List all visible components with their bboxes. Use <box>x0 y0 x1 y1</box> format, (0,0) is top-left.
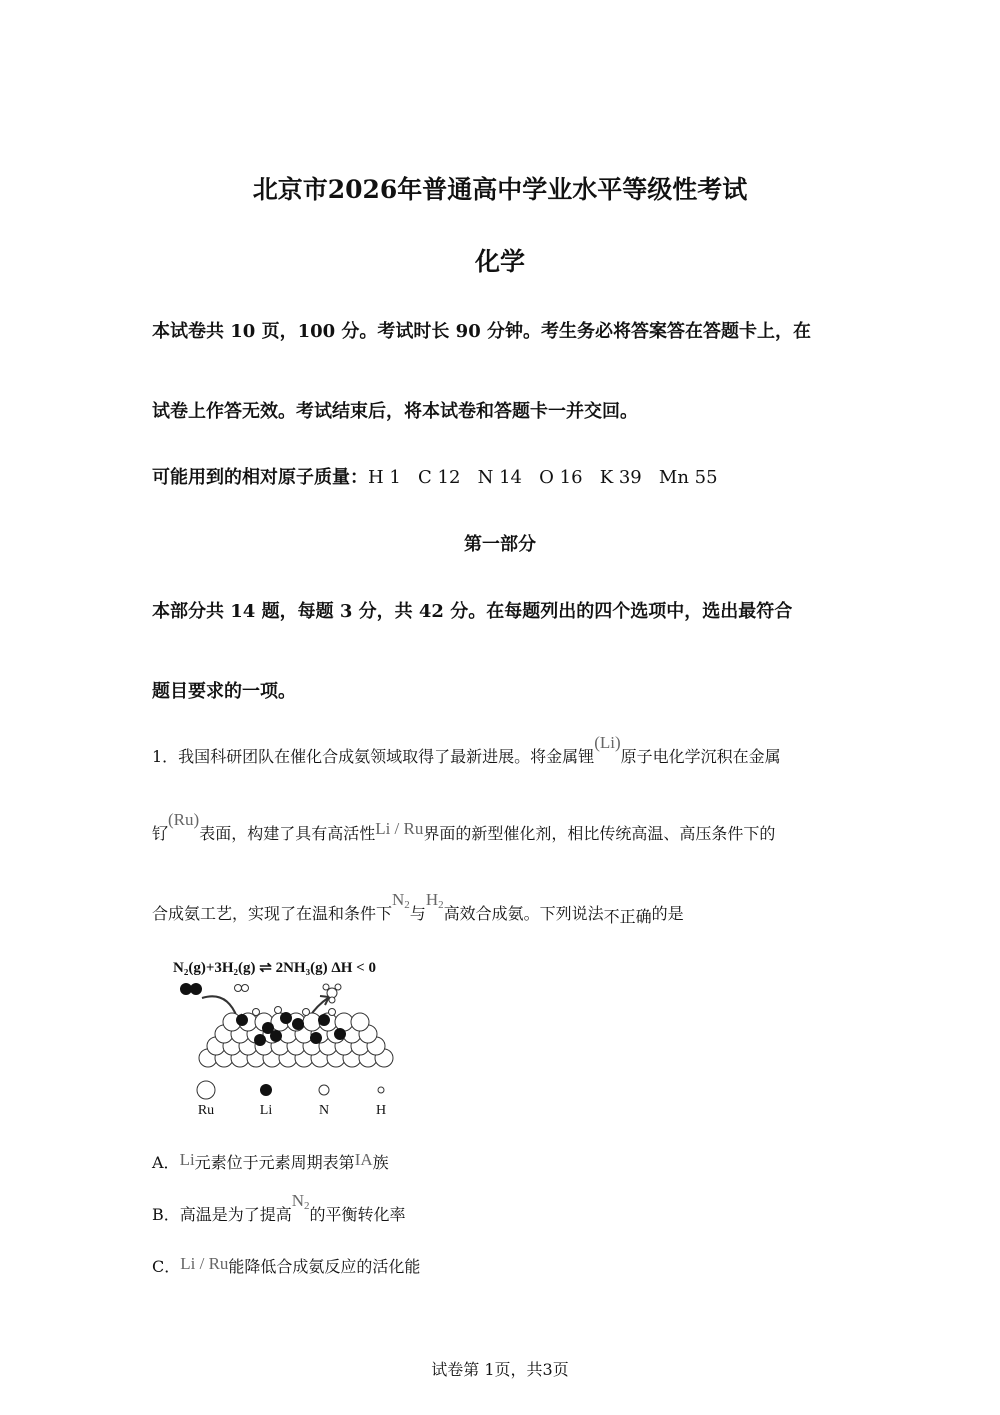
q1-text-g: 与 <box>409 904 426 923</box>
q1-text-d: 表面，构建了具有高活性 <box>199 824 376 843</box>
option-c-math-liru: Li / Ru <box>180 1254 229 1273</box>
q1-text-c: 钌 <box>152 824 169 843</box>
q1-h-symbol: H <box>425 890 439 909</box>
q1-math-n2 <box>392 890 410 909</box>
option-a-text: 元素位于元素周期表第 <box>194 1153 355 1172</box>
legend-li-label: Li <box>259 1103 273 1118</box>
legend-n-icon <box>319 1085 329 1095</box>
option-b <box>152 1191 406 1226</box>
q1-math-ru: (Ru) <box>168 810 200 829</box>
q1-h-sub: 2 <box>438 899 444 911</box>
legend-li-icon <box>260 1084 272 1096</box>
option-c <box>152 1254 420 1277</box>
q1-math-liru: Li / Ru <box>375 819 424 838</box>
option-c-text: 能降低合成氨反应的活化能 <box>228 1257 421 1276</box>
legend-h-icon <box>378 1087 384 1093</box>
option-a-label: A． <box>152 1153 180 1172</box>
q1-text-b: 原子电化学沉积在金属 <box>620 747 781 766</box>
option-b-label: B．高温是为了提高 <box>152 1205 292 1224</box>
reaction-equation: N₂(g)+3H₂(g) ⇌ 2NH₃(g) ΔH < 0 <box>173 960 376 976</box>
legend-ru-icon <box>197 1081 215 1099</box>
option-a <box>152 1150 389 1173</box>
q1-emphasis-incorrect: 不正确 <box>603 907 652 926</box>
legend-h-label: H <box>375 1103 387 1118</box>
atomic-mass-label: 可能用到的相对原子质量： <box>152 467 368 488</box>
atomic-mass-line <box>152 463 718 489</box>
question-1-line-2 <box>152 810 776 844</box>
option-c-label: C． <box>152 1257 181 1276</box>
option-a-math-li: Li <box>179 1150 195 1169</box>
instructions-line-1: 本试卷共 10 页，100 分。考试时长 90 分钟。考生务必将答案答在答题卡上，在 <box>152 321 812 342</box>
exam-subject: 化学 <box>474 247 525 276</box>
option-a-text-end: 族 <box>372 1153 389 1172</box>
atomic-mass-values: H 1 C 12 N 14 O 16 K 39 Mn 55 <box>368 467 718 488</box>
q1-n-sub: 2 <box>404 899 410 911</box>
question-1-line-3 <box>152 890 684 926</box>
q1-text-a: 1．我国科研团队在催化合成氨领域取得了最新进展。将金属锂 <box>152 747 595 766</box>
h2-molecule-icon <box>235 985 242 992</box>
q1-text-f: 合成氨工艺，实现了在温和条件下 <box>152 904 393 923</box>
q1-math-li: (Li) <box>594 733 621 752</box>
option-b-text: 的平衡转化率 <box>309 1205 406 1224</box>
option-b-n-symbol: N <box>291 1191 305 1210</box>
catalyst-figure <box>160 950 420 1125</box>
page-footer: 试卷第 1页，共3页 <box>431 1360 569 1379</box>
question-1-line-1 <box>152 733 781 767</box>
option-a-math-ia: IA <box>354 1150 373 1169</box>
legend-ru-label: Ru <box>197 1103 215 1118</box>
part-desc-line-1: 本部分共 14 题，每题 3 分，共 42 分。在每题列出的四个选项中，选出最符合 <box>152 601 793 622</box>
q1-text-e: 界面的新型催化剂，相比传统高温、高压条件下的 <box>423 824 776 843</box>
option-b-math-n2 <box>292 1191 310 1210</box>
q1-text-i: 的是 <box>651 904 684 923</box>
part-desc-line-2: 题目要求的一项。 <box>152 681 296 702</box>
q1-n-symbol: N <box>392 890 405 909</box>
part-heading: 第一部分 <box>464 534 536 555</box>
instructions-line-2: 试卷上作答无效。考试结束后，将本试卷和答题卡一并交回。 <box>152 401 638 422</box>
exam-title: 北京市2026年普通高中学业水平等级性考试 <box>252 175 748 204</box>
q1-text-h: 高效合成氨。下列说法 <box>443 904 604 923</box>
legend-n-label: N <box>318 1103 330 1118</box>
q1-math-h2 <box>426 890 444 909</box>
option-b-n-sub: 2 <box>304 1200 310 1212</box>
